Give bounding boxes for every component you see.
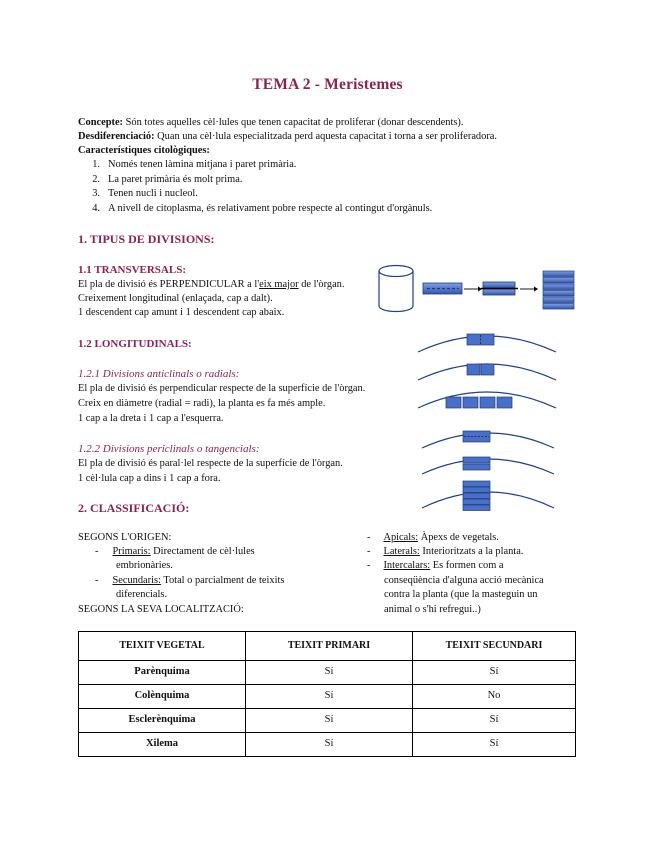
secundaris-item-cont: diferencials. [116, 589, 168, 600]
table-cell: Xilema [79, 733, 246, 757]
page-title: TEMA 2 - Meristemes [252, 76, 403, 93]
desdif-label: Desdiferenciació: [78, 131, 155, 142]
periclinals-line-2: 1 cèl·lula cap a dins i 1 cap a fora. [78, 473, 221, 484]
periclinals-line-1: El pla de divisió és paral·lel respecte de la superfície de l'òrgan. [78, 458, 343, 469]
cylinder-organ-icon [379, 266, 413, 312]
table-header: TEIXIT SECUNDARI [413, 632, 576, 661]
transversals-line-3: 1 descendent cap amunt i 1 descendent cap abaix. [78, 307, 285, 318]
list-item: 3. Tenen nucli i nucleol. [92, 188, 198, 199]
two-cells-icon [481, 282, 518, 295]
desdif-line [78, 130, 497, 145]
table-cell: Sí [246, 709, 413, 733]
cell-stack-icon [543, 271, 574, 309]
tissue-table [78, 631, 576, 757]
longitudinals-heading: 1.2 LONGITUDINALS: [78, 338, 192, 350]
transversals-heading: 1.1 TRANSVERSALS: [78, 264, 186, 276]
primaris-item-cont: embrionàries. [116, 560, 173, 571]
anticlinals-line-2: Creix en diàmetre (radial = radi), la planta es fa més ample. [78, 398, 326, 409]
table-cell: Sí [413, 661, 576, 685]
periclinal-division-diagram [418, 420, 558, 516]
table-cell: Esclerènquima [79, 709, 246, 733]
anticlinals-heading: 1.2.1 Divisions anticlinals o radials: [78, 368, 240, 380]
anticlinals-line-1: El pla de divisió és perpendicular respecte de la superfície de l'òrgan. [78, 383, 366, 394]
table-cell: Colènquima [79, 685, 246, 709]
arrow-right-icon [464, 287, 482, 292]
section2-heading: 2. CLASSIFICACIÓ: [78, 501, 190, 515]
secundaris-item: - Secundaris: Total o parcialment de teixits [95, 575, 285, 586]
section1-heading: 1. TIPUS DE DIVISIONS: [78, 232, 215, 246]
localitzacio-label: SEGONS LA SEVA LOCALITZACIÓ: [78, 604, 244, 615]
table-cell: No [413, 685, 576, 709]
caract-list [78, 158, 432, 216]
table-row [79, 709, 576, 733]
intercalars-item: - Intercalars: Es formen com a [367, 560, 504, 571]
intercalars-cont-2: contra la planta (que la masteguin un [384, 589, 538, 600]
caract-label: Característiques citològiques: [78, 145, 210, 156]
list-item: 1. Només tenen làmina mitjana i paret primària. [92, 159, 297, 170]
concepte-text: Són totes aquelles cèl·lules que tenen capacitat de proliferar (donar descendents). [123, 117, 464, 128]
intercalars-cont-3: animal o s'hi refregui..) [384, 604, 481, 615]
desdif-text: Quan una cèl·lula especialitzada perd aquesta capacitat i torna a ser proliferadora. [154, 131, 497, 142]
transversals-line-2: Creixement longitudinal (enlaçada, cap a dalt). [78, 293, 273, 304]
transversals-line-1: El pla de divisió és PERPENDICULAR a l'eix major de l'òrgan. [78, 279, 345, 290]
list-item: 2. La paret primària és molt prima. [92, 173, 243, 185]
table-row [79, 733, 576, 757]
table-cell: Parènquima [79, 661, 246, 685]
table-header: TEIXIT PRIMARI [246, 632, 413, 661]
intercalars-cont-1: conseqüència d'alguna acció mecànica [384, 575, 544, 586]
table-cell: Sí [246, 661, 413, 685]
list-item: 4. A nivell de citoplasma, és relativament pobre respecte al contingut d'orgànuls. [92, 202, 433, 214]
table-row [79, 661, 576, 685]
concepte-line [78, 116, 463, 131]
periclinals-heading: 1.2.2 Divisions periclinals o tangencials: [78, 443, 260, 455]
apicals-item: - Apicals: Àpexs de vegetals. [367, 532, 499, 543]
anticlinal-division-diagram [412, 324, 562, 412]
table-cell: Sí [413, 733, 576, 757]
table-cell: Sí [246, 685, 413, 709]
table-header-row [79, 632, 576, 661]
table-cell: Sí [246, 733, 413, 757]
primaris-item: - Primaris: Directament de cèl·lules [95, 546, 255, 557]
origen-label: SEGONS L'ORIGEN: [78, 532, 172, 543]
concepte-label: Concepte: [78, 117, 124, 128]
table-cell: Sí [413, 709, 576, 733]
anticlinals-line-3: 1 cap a la dreta i 1 cap a l'esquerra. [78, 413, 224, 424]
laterals-item: - Laterals: Interioritzats a la planta. [367, 546, 524, 557]
transversal-division-diagram [375, 262, 585, 318]
single-cell-icon [423, 283, 462, 294]
arrow-right-icon [520, 287, 538, 292]
table-row [79, 685, 576, 709]
table-header: TEIXIT VEGETAL [79, 632, 246, 661]
